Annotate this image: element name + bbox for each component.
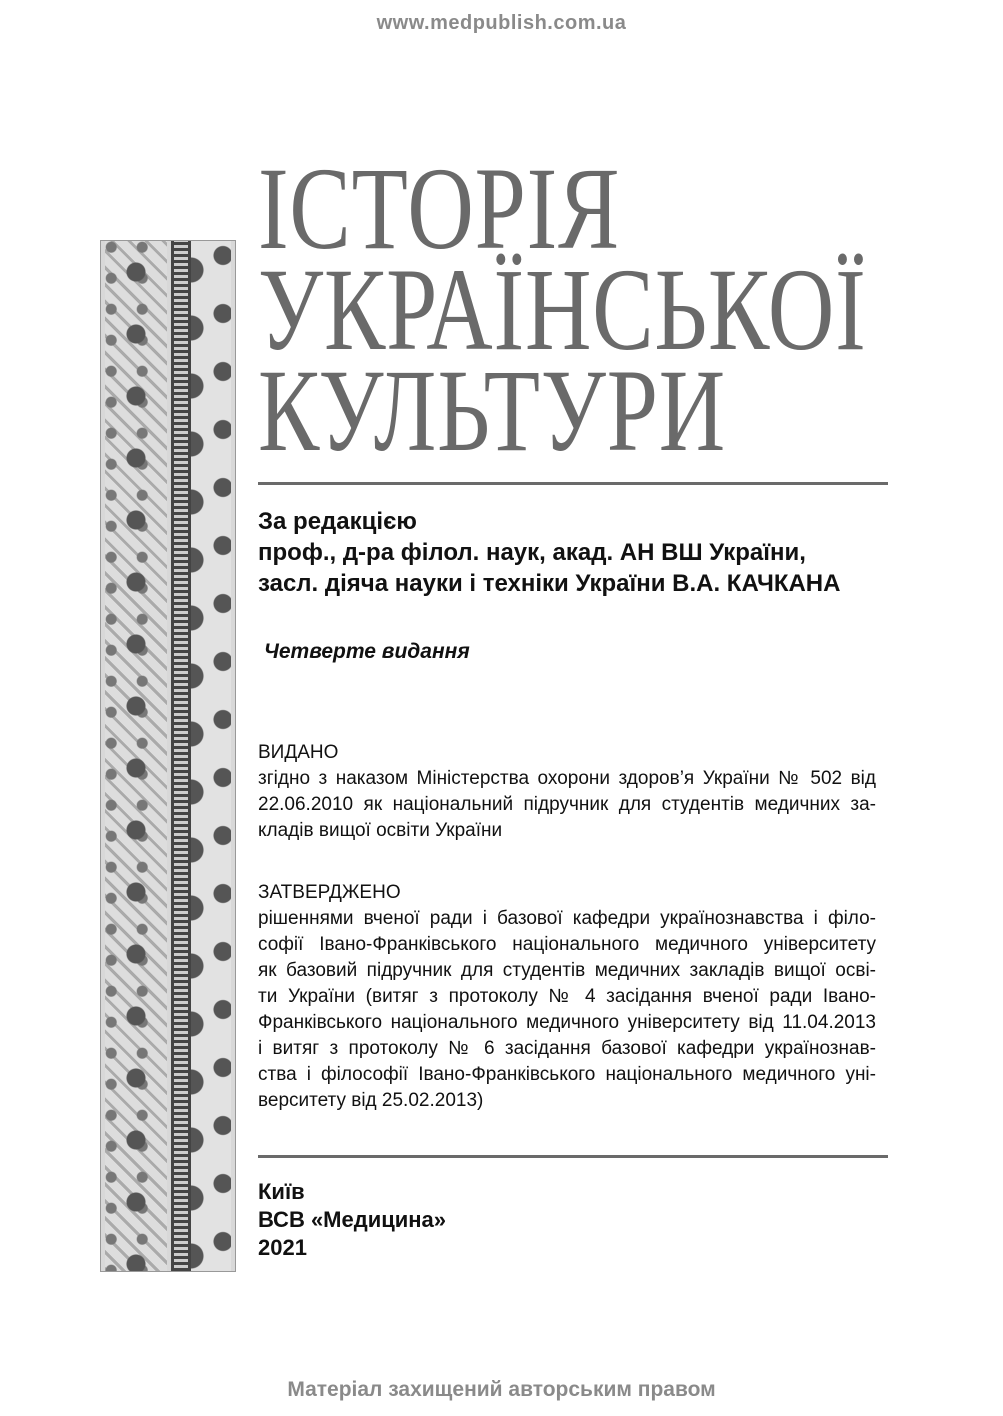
publisher-info (258, 1178, 446, 1262)
editor-line: проф., д-ра філол. наук, акад. АН ВШ України, (258, 539, 806, 566)
text-line: рішеннями вченої ради і базової кафедри українознавства і філо- (258, 908, 876, 929)
embroidery-ornament (100, 240, 236, 1272)
issued-heading: ВИДАНО (258, 742, 339, 763)
text-line: і витяг з протоколу № 6 засідання базової кафедри українознав- (258, 1038, 876, 1059)
approved-heading: ЗАТВЕРДЖЕНО (258, 882, 401, 903)
divider (258, 482, 888, 485)
title-line: КУЛЬТУРИ (258, 345, 726, 476)
approved-block (258, 880, 876, 1114)
text-line: 22.06.2010 як національний підручник для студентів медичних за- (258, 794, 876, 815)
text-line: Франківського національного медичного університету від 11.04.2013 (258, 1012, 876, 1033)
divider (258, 1155, 888, 1158)
book-title (258, 143, 867, 476)
editor-line: За редакцією (258, 508, 417, 535)
editor-info (258, 506, 840, 599)
publisher: ВСВ «Медицина» (258, 1207, 447, 1232)
text-line: верситету від 25.02.2013) (258, 1090, 484, 1111)
text-line: ства і філософії Івано-Франківського національного медичного уні- (258, 1064, 876, 1085)
edition: Четверте видання (264, 640, 470, 663)
website-url: www.medpublish.com.ua (376, 12, 627, 34)
text-line: кладів вищої освіти України (258, 820, 503, 841)
year: 2021 (258, 1235, 307, 1260)
editor-line: засл. діяча науки і техніки України В.А. КАЧКАНА (258, 570, 841, 597)
text-line: згідно з наказом Міністерства охорони здоров’я України № 502 від (258, 768, 876, 789)
text-line: ти України (витяг з протоколу № 4 засідання вченої ради Івано- (258, 986, 876, 1007)
title-line: УКРАЇНСЬКОЇ (258, 244, 867, 375)
text-line: як базовий підручник для студентів медичних закладів вищої осві- (258, 960, 876, 981)
copyright-notice: Матеріал захищений авторським правом (287, 1378, 716, 1401)
city: Київ (258, 1179, 305, 1204)
issued-block (258, 740, 876, 844)
text-line: софії Івано-Франківського національного медичного університету (258, 934, 876, 955)
title-line: ІСТОРІЯ (258, 143, 621, 274)
